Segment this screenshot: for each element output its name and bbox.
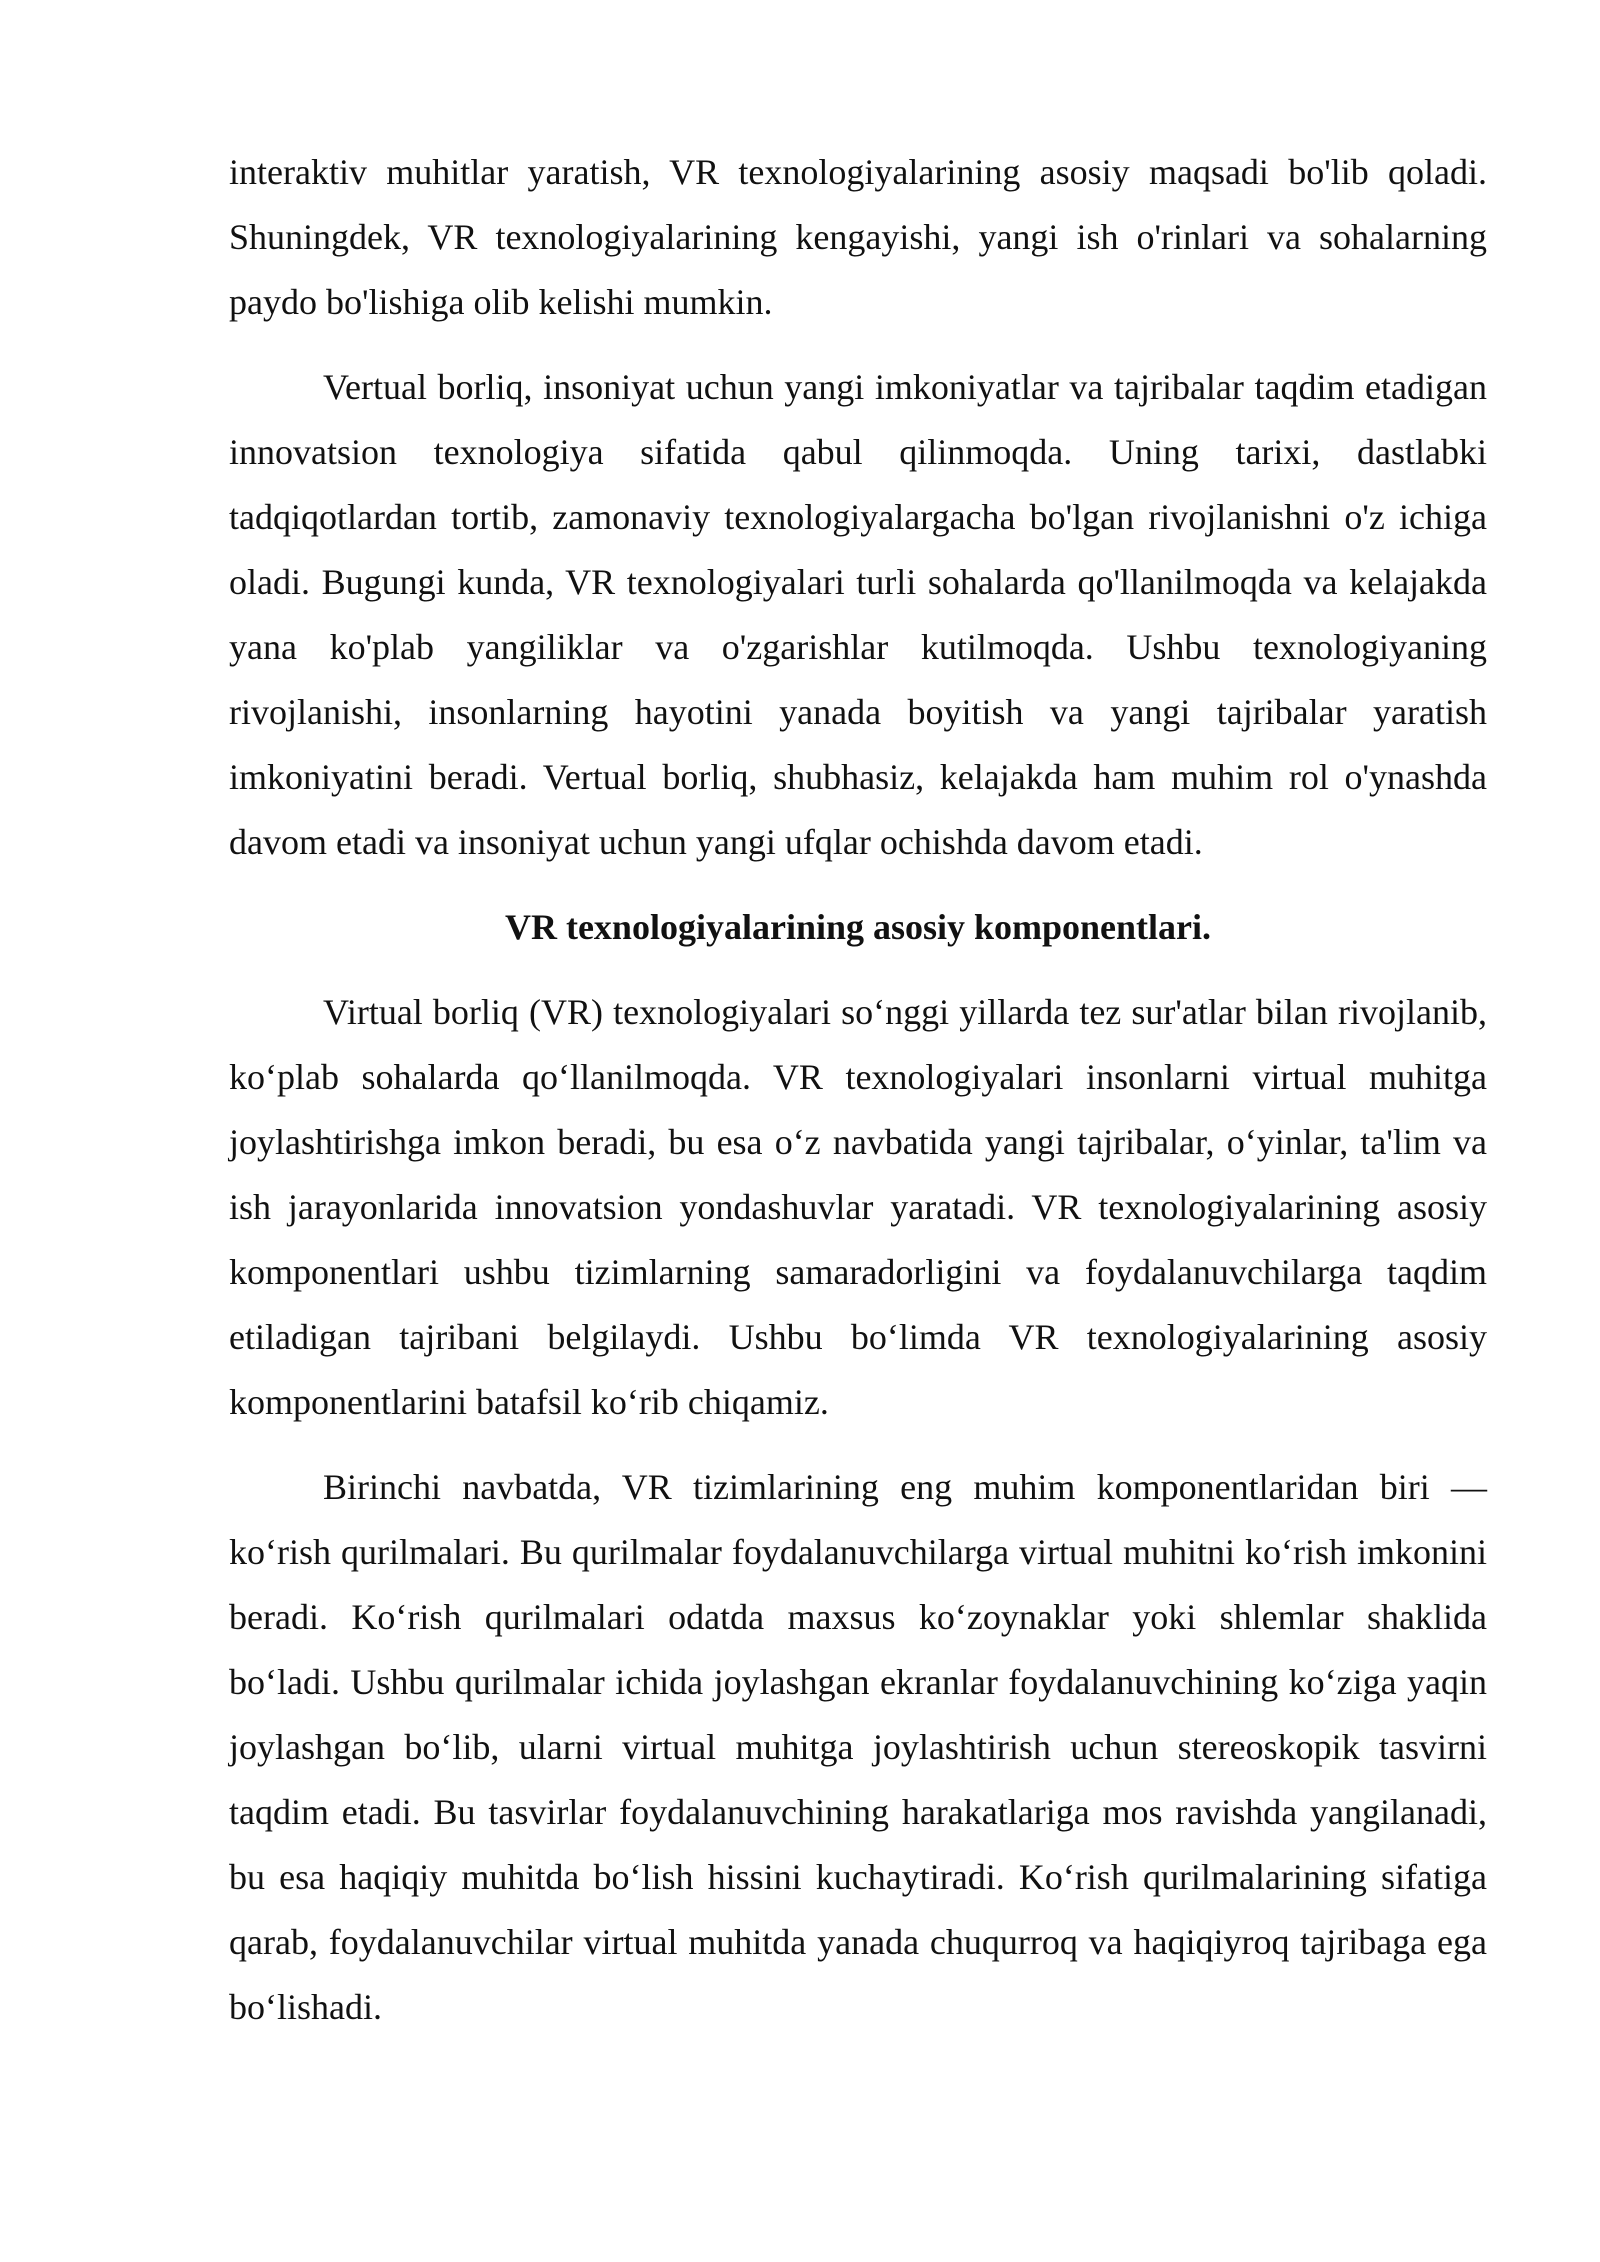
- paragraph-continuation: interaktiv muhitlar yaratish, VR texnologiyalarining asosiy maqsadi bo'lib qoladi. Shuningdek, VR texnologiyalarining kengayishi, yangi ish o'rinlari va sohalarning paydo bo'lishiga olib kelishi mumkin.: [229, 152, 1487, 322]
- paragraph-virtual-borliq-intro: Virtual borliq (VR) texnologiyalari so‘nggi yillarda tez sur'atlar bilan rivojlanib, ko‘plab sohalarda qo‘llanilmoqda. VR texnologiyalari insonlarni virtual muhitga joylashtirishga imkon beradi, bu esa o‘z navbatida yangi tajribalar, o‘yinlar, ta'lim va ish jarayonlarida innovatsion yondashuvlar yaratadi. VR texnologiyalarining asosiy komponentlari ushbu tizimlarning samaradorligini va foydalanuvchilarga taqdim etiladigan tajribani belgilaydi. Ushbu bo‘limda VR texnologiyalarining asosiy komponentlarini batafsil ko‘rib chiqamiz.: [229, 992, 1487, 1422]
- section-heading: VR texnologiyalarining asosiy komponentlari.: [504, 907, 1212, 947]
- paragraph-vertual-borliq: Vertual borliq, insoniyat uchun yangi imkoniyatlar va tajribalar taqdim etadigan innovatsion texnologiya sifatida qabul qilinmoqda. Uning tarixi, dastlabki tadqiqotlardan tortib, zamonaviy texnologiyalargacha bo'lgan rivojlanishni o'z ichiga oladi. Bugungi kunda, VR texnologiyalari turli sohalarda qo'llanilmoqda va kelajakda yana ko'plab yangiliklar va o'zgarishlar kutilmoqda. Ushbu texnologiyaning rivojlanishi, insonlarning hayotini yanada boyitish va yangi tajribalar yaratish imkoniyatini beradi. Vertual borliq, shubhasiz, kelajakda ham muhim rol o'ynashda davom etadi va insoniyat uchun yangi ufqlar ochishda davom etadi.: [229, 367, 1487, 862]
- paragraph-korish-qurilmalari: Birinchi navbatda, VR tizimlarining eng muhim komponentlaridan biri — ko‘rish qurilmalari. Bu qurilmalar foydalanuvchilarga virtual muhitni ko‘rish imkonini beradi. Ko‘rish qurilmalari odatda maxsus ko‘zoynaklar yoki shlemlar shaklida bo‘ladi. Ushbu qurilmalar ichida joylashgan ekranlar foydalanuvchining ko‘ziga yaqin joylashgan bo‘lib, ularni virtual muhitga joylashtirish uchun stereoskopik tasvirni taqdim etadi. Bu tasvirlar foydalanuvchining harakatlariga mos ravishda yangilanadi, bu esa haqiqiy muhitda bo‘lish hissini kuchaytiradi. Ko‘rish qurilmalarining sifatiga qarab, foydalanuvchilar virtual muhitda yanada chuqurroq va haqiqiyroq tajribaga ega bo‘lishadi.: [229, 1467, 1487, 2027]
- document-page: [229, 140, 1487, 2040]
